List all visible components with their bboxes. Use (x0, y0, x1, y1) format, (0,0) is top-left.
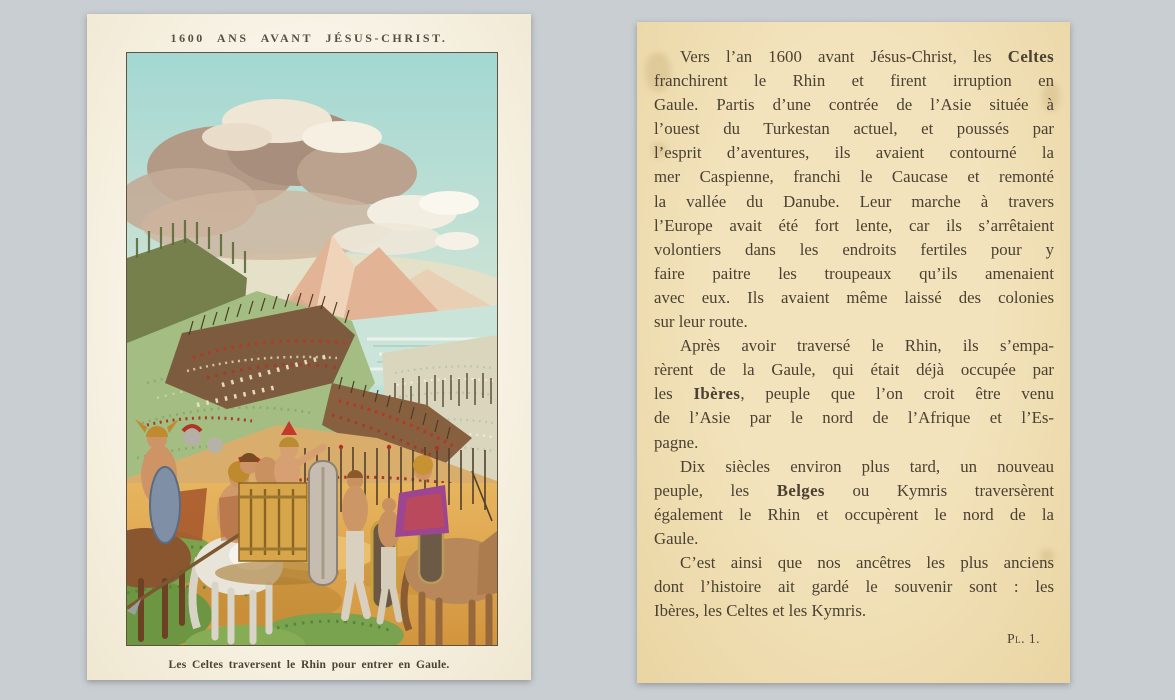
text-line: Dix siècles environ plus tard, un nouveau (680, 456, 1054, 476)
text-line: l’Europe avait été fort lente, car ils s’arrêtaient (654, 215, 1054, 235)
text-line: l’esprit d’aventures, ils avaient contourné la (654, 143, 1054, 163)
text-line: mer Caspienne, franchi le Caucase et remonté (654, 167, 1054, 187)
back-card (637, 22, 1070, 683)
text-line: peuple, les Belges ou Kymris traversèrent (654, 480, 1054, 500)
paragraph (654, 551, 1054, 623)
text-line: Gaule. Partis d’une contrée de l’Asie située à (654, 95, 1054, 115)
text-line: de l’Asie par le nord de l’Afrique et l’Es- (654, 408, 1054, 428)
text-line: avec eux. Ils avaient même laissé des colonies (654, 287, 1054, 307)
text-line: l’ouest du Turkestan actuel, et poussés par (654, 119, 1054, 139)
illustration-frame (126, 52, 498, 646)
text-line: C’est ainsi que nos ancêtres les plus anciens (680, 552, 1054, 572)
text-line: Après avoir traversé le Rhin, ils s’empa- (680, 336, 1054, 356)
text-line: franchirent le Rhin et firent irruption en (654, 71, 1054, 91)
text-line: Gaule. (654, 528, 699, 548)
text-line: volontiers dans les endroits fertiles pour y (654, 239, 1054, 259)
text-line: dont l’histoire ait gardé le souvenir sont : les (654, 577, 1054, 597)
front-card (87, 14, 531, 680)
front-illustration (127, 53, 497, 645)
text-line: la vallée du Danube. Leur marche à travers (654, 191, 1054, 211)
plate-number: Pl. 1. (1007, 631, 1040, 646)
text-line: les Ibères, peuple que l’on croit être venu (654, 384, 1054, 404)
text-line: rèrent de la Gaule, qui était déjà occupée par (654, 360, 1054, 380)
paragraph (654, 334, 1054, 454)
text-line: pagne. (654, 432, 699, 452)
front-card-title: 1600 ANS AVANT JÉSUS-CHRIST. (170, 31, 448, 45)
front-card-caption: Les Celtes traversent le Rhin pour entrer en Gaule. (168, 659, 450, 671)
text-line: sur leur route. (654, 312, 748, 332)
back-card-text (654, 45, 1054, 623)
text-line: faire paitre les troupeaux qu’ils amenaient (654, 263, 1054, 283)
paragraph (654, 455, 1054, 551)
paragraph (654, 45, 1054, 334)
text-line: également le Rhin et occupèrent le nord de la (654, 504, 1054, 524)
text-line: Vers l’an 1600 avant Jésus-Christ, les Celtes (680, 47, 1054, 66)
text-line: Ibères, les Celtes et les Kymris. (654, 601, 867, 621)
